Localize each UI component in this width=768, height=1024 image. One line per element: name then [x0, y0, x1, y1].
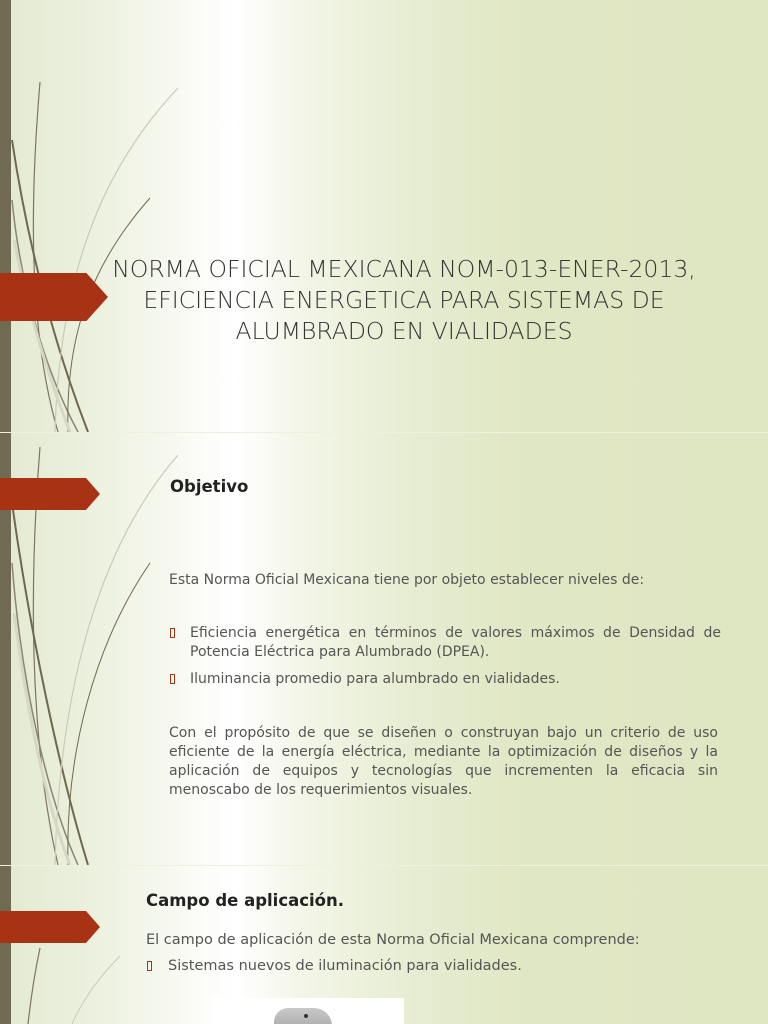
slide-campo-aplicacion [0, 866, 768, 1024]
list-item [146, 957, 726, 976]
title-line-1: NORMA OFICIAL MEXICANA NOM-013-ENER-2013, [112, 255, 696, 283]
square-outline-bullet-icon [170, 628, 175, 638]
square-outline-bullet-icon [170, 674, 175, 684]
arrow-marker-icon [0, 911, 100, 943]
intro-text: El campo de aplicación de esta Norma Oficial Mexicana comprende: [146, 932, 640, 948]
arrow-marker-icon [0, 478, 100, 510]
section-heading: Campo de aplicación. [146, 891, 345, 910]
luminaire-image [212, 998, 404, 1024]
bullet-text: Eficiencia energética en términos de valores máximos de Densidad de Potencia Eléctrica para Alumbrado (DPEA). [190, 625, 721, 660]
title-line-2: EFICIENCIA ENERGETICA PARA SISTEMAS DE [143, 286, 665, 314]
lamp-screw-icon [304, 1014, 308, 1018]
title-line-3: ALUMBRADO EN VIALIDADES [235, 317, 573, 345]
left-accent-bar [0, 866, 11, 1024]
list-item [169, 624, 721, 662]
luminaire-photo-icon [274, 1008, 332, 1024]
slide-title [0, 0, 768, 432]
decorative-curves-icon [0, 0, 200, 432]
purpose-paragraph: Con el propósito de que se diseñen o construyan bajo un criterio de uso eficiente de la energía eléctrica, mediante la optimización de diseños y la aplicación de equipos y tecnologías que incrementen la eficacia sin menoscabo de los requerimientos visuales. [169, 725, 718, 798]
left-accent-bar [0, 0, 11, 432]
square-outline-bullet-icon [147, 961, 152, 971]
slide-title-text [78, 254, 730, 347]
slide-objetivo [0, 433, 768, 865]
bullet-text: Iluminancia promedio para alumbrado en vialidades. [190, 671, 560, 687]
bullet-text: Sistemas nuevos de iluminación para vialidades. [168, 958, 522, 974]
list-item [169, 670, 721, 689]
section-heading: Objetivo [170, 477, 249, 496]
intro-text: Esta Norma Oficial Mexicana tiene por objeto establecer niveles de: [169, 572, 645, 588]
